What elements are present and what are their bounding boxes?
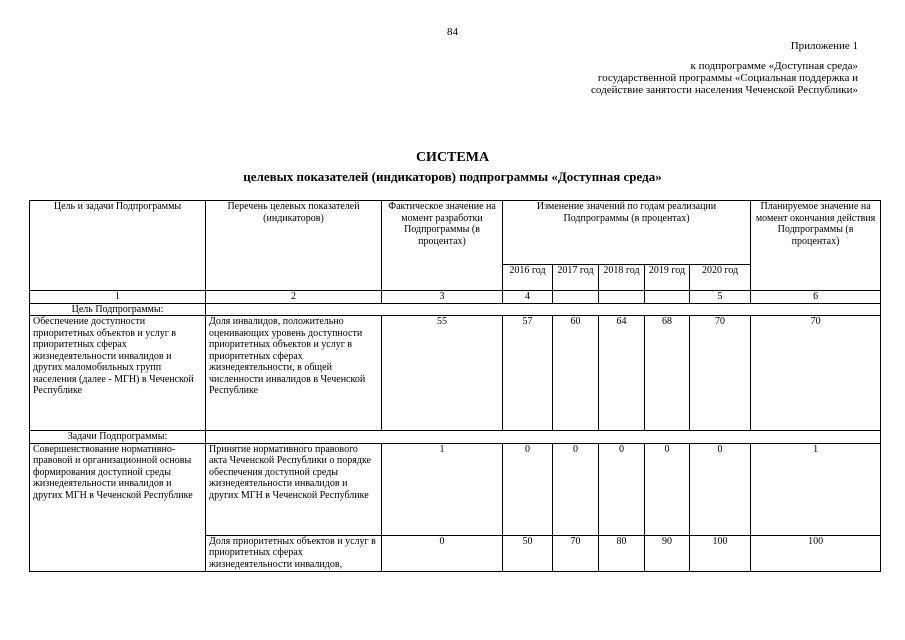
header-planned: Планируемое значение на момент окончания действия Подпрограммы (в процентах): [751, 201, 881, 291]
appendix-line: государственной программы «Социальная поддержка и: [597, 72, 858, 84]
header-year: 2020 год: [690, 265, 751, 291]
year-value: 0: [645, 443, 690, 535]
table-row: [30, 316, 881, 431]
year-value: 60: [553, 316, 599, 431]
actual-value: 55: [382, 316, 503, 431]
header-goals: Цель и задачи Подпрограммы: [30, 201, 206, 291]
year-value: 0: [503, 443, 553, 535]
goal-section-label: Цель Подпрограммы:: [30, 303, 206, 316]
indicator-text: Доля инвалидов, положительно оценивающих уровень доступности приоритетных объектов и услуг в приоритетных сферах жизнедеятельности, в общей численности инвалидов в Чеченской Республике: [206, 316, 382, 431]
header-year: 2017 год: [553, 265, 599, 291]
year-value: 68: [645, 316, 690, 431]
year-value: 70: [690, 316, 751, 431]
year-value: 70: [553, 535, 599, 571]
column-numbers-row: [30, 291, 881, 304]
column-number: 3: [382, 291, 503, 304]
header-year: 2016 год: [503, 265, 553, 291]
year-value: 50: [503, 535, 553, 571]
year-value: 0: [553, 443, 599, 535]
header-year: 2019 год: [645, 265, 690, 291]
document-subtitle: целевых показателей (индикаторов) подпрограммы «Доступная среда»: [243, 169, 662, 184]
task-text: Совершенствование нормативно-правовой и организационной основы формирования доступной среды жизнедеятельности инвалидов и других МГН в Чеченской Республике: [30, 443, 206, 571]
table-row: [30, 443, 881, 535]
planned-value: 1: [751, 443, 881, 535]
column-number: 2: [206, 291, 382, 304]
year-value: 64: [599, 316, 645, 431]
appendix-line: к подпрограмме «Доступная среда»: [690, 60, 858, 72]
document-title: СИСТЕМА: [415, 150, 490, 165]
column-number: [645, 291, 690, 304]
column-number: 6: [751, 291, 881, 304]
goal-text: Обеспечение доступности приоритетных объектов и услуг в приоритетных сферах жизнедеятельности инвалидов и других маломобильных групп населения (далее - МГН) в Чеченской Республике: [30, 316, 206, 431]
year-value: 0: [599, 443, 645, 535]
column-number: 1: [30, 291, 206, 304]
column-number: [599, 291, 645, 304]
tasks-section-label: Задачи Подпрограммы:: [30, 431, 206, 444]
page-number: 84: [447, 26, 458, 38]
actual-value: 0: [382, 535, 503, 571]
indicator-text: Доля приоритетных объектов и услуг в приоритетных сферах жизнедеятельности инвалидов,: [206, 535, 382, 571]
indicator-text: Принятие нормативного правового акта Чеченской Республики о порядке обеспечения доступной среды жизнедеятельности инвалидов и других МГН в Чеченской Республике: [206, 443, 382, 535]
appendix-line: содействие занятости населения Чеченской Республики»: [591, 84, 858, 96]
header-indicators: Перечень целевых показателей (индикаторов): [206, 201, 382, 291]
year-value: 80: [599, 535, 645, 571]
planned-value: 70: [751, 316, 881, 431]
header-changes: Изменение значений по годам реализации Подпрограммы (в процентах): [503, 201, 751, 265]
header-year: 2018 год: [599, 265, 645, 291]
year-value: 57: [503, 316, 553, 431]
appendix-reference: [591, 60, 858, 96]
appendix-title: Приложение 1: [790, 40, 858, 52]
column-number: 4: [503, 291, 553, 304]
year-value: 0: [690, 443, 751, 535]
indicators-table: [29, 200, 881, 572]
header-actual: Фактическое значение на момент разработки Подпрограммы (в процентах): [382, 201, 503, 291]
year-value: 90: [645, 535, 690, 571]
year-value: 100: [690, 535, 751, 571]
column-number: [553, 291, 599, 304]
planned-value: 100: [751, 535, 881, 571]
actual-value: 1: [382, 443, 503, 535]
column-number: 5: [690, 291, 751, 304]
